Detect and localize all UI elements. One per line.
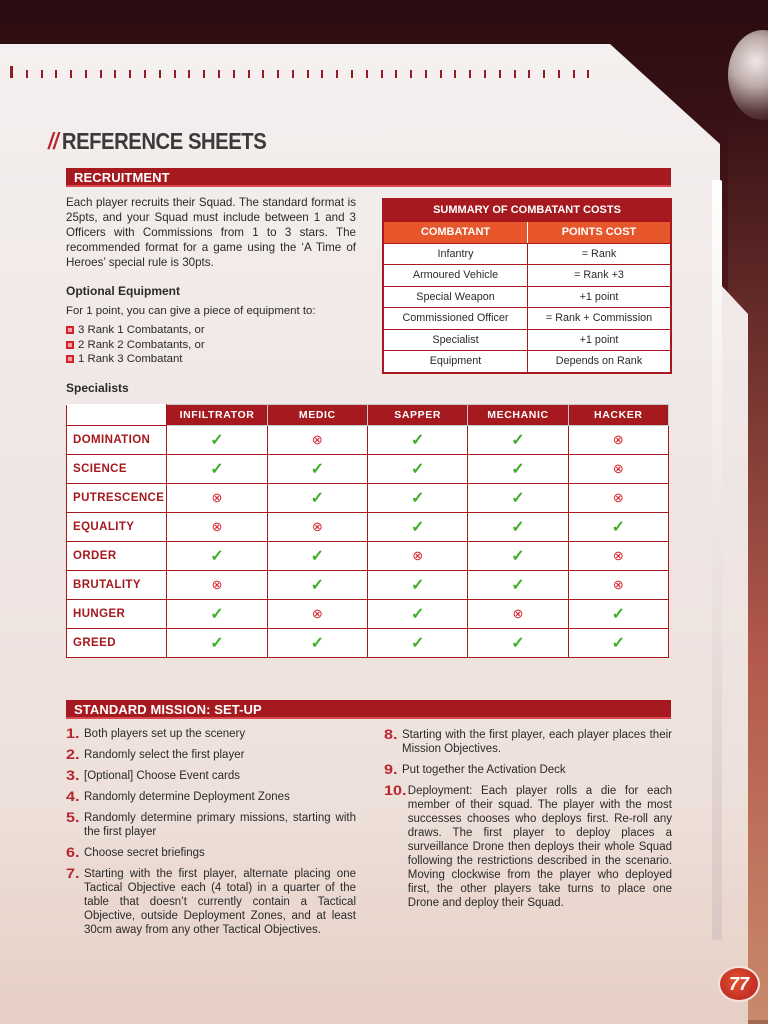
- table-cell: = Rank: [581, 247, 617, 260]
- step-text: Starting with the first player, each player places their Mission Objectives.: [402, 729, 672, 755]
- tick-mark: [558, 70, 560, 78]
- table-row: [67, 542, 669, 571]
- table-cell: Equipment: [384, 351, 528, 372]
- check-icon: ✓: [468, 484, 568, 513]
- tick-mark: [499, 70, 501, 78]
- cross-circle-icon: ⊗: [267, 426, 367, 455]
- table-cell: Commissioned Officer: [384, 308, 528, 329]
- tick-mark: [55, 70, 57, 78]
- tick-mark: [292, 70, 294, 78]
- table-cell: Armoured Vehicle: [384, 265, 528, 286]
- column-header: MEDIC: [267, 405, 367, 426]
- background-planet: [728, 30, 768, 120]
- specialists-table: [66, 404, 669, 658]
- tick-mark: [159, 70, 161, 78]
- optional-equipment-heading: Optional Equipment: [66, 284, 180, 298]
- title-slash: //: [48, 128, 59, 154]
- mission-step: [66, 846, 356, 860]
- check-icon: ✓: [568, 513, 668, 542]
- table-row: [384, 264, 670, 286]
- step-text: Randomly determine primary missions, starting with the first player: [84, 812, 356, 838]
- title-text: REFERENCE SHEETS: [61, 128, 267, 154]
- step-number: 3.: [66, 768, 80, 783]
- optional-equipment-text: For 1 point, you can give a piece of equipment to:: [66, 305, 316, 317]
- page-title: [48, 128, 266, 155]
- step-text: Randomly determine Deployment Zones: [84, 791, 290, 803]
- list-item: 1 Rank 3 Combatant: [66, 352, 205, 367]
- cross-circle-icon: ⊗: [568, 426, 668, 455]
- mission-steps-right: [384, 728, 672, 917]
- tick-mark: [70, 70, 72, 78]
- check-icon: ✓: [267, 542, 367, 571]
- cross-circle-icon: ⊗: [267, 513, 367, 542]
- tick-mark: [10, 66, 13, 78]
- table-row: [67, 513, 669, 542]
- cross-circle-icon: ⊗: [167, 484, 267, 513]
- cross-circle-icon: ⊗: [167, 513, 267, 542]
- mission-step: [384, 728, 672, 756]
- check-icon: ✓: [468, 513, 568, 542]
- tick-mark: [174, 70, 176, 78]
- check-icon: ✓: [267, 455, 367, 484]
- step-text: Deployment: Each player rolls a die for each member of their squad. The player with the most successes chooses who deploys first. Re-roll any draws. The first player to deploy places a surveillance Drone then deploys their whole Squad following the restrictions described in the scenario. Moving clockwise from the player who deployed first, the other players take turns to place one Drone and deploy their Squad.: [407, 785, 672, 909]
- tick-mark: [425, 70, 427, 78]
- column-header: SAPPER: [367, 405, 467, 426]
- table-caption: SUMMARY OF COMBATANT COSTS: [384, 200, 670, 221]
- tick-mark: [307, 70, 309, 78]
- tick-mark: [262, 70, 264, 78]
- step-number: 7.: [66, 866, 80, 881]
- check-icon: ✓: [468, 455, 568, 484]
- step-number: 2.: [66, 747, 80, 762]
- mission-step: [66, 769, 356, 783]
- check-icon: ✓: [267, 629, 367, 658]
- optional-equipment-list: [66, 323, 205, 367]
- table-cell: +1 point: [579, 290, 619, 303]
- page-number-badge: 77: [718, 966, 760, 1002]
- table-cell: Special Weapon: [384, 287, 528, 308]
- check-icon: ✓: [267, 571, 367, 600]
- cross-circle-icon: ⊗: [568, 542, 668, 571]
- step-text: Starting with the first player, alternate placing one Tactical Objective each (4 total) in a quarter of the table that doesn’t currently contain a Tactical Objective, outside Deployment Zones, and at least 30cm away from any other Tactical Objectives.: [84, 868, 356, 936]
- faction-name: EQUALITY: [67, 513, 167, 542]
- tick-mark: [469, 70, 471, 78]
- column-header: INFILTRATOR: [167, 405, 267, 426]
- table-row: [384, 307, 670, 329]
- tick-mark: [381, 70, 383, 78]
- tick-mark: [336, 70, 338, 78]
- tick-mark: [233, 70, 235, 78]
- ruler-ticks: [10, 62, 590, 78]
- cross-circle-icon: ⊗: [468, 600, 568, 629]
- check-icon: ✓: [367, 629, 467, 658]
- faction-name: ORDER: [67, 542, 167, 571]
- faction-name: BRUTALITY: [67, 571, 167, 600]
- tick-mark: [144, 70, 146, 78]
- table-row: [67, 455, 669, 484]
- mission-step: [66, 727, 356, 741]
- check-icon: ✓: [468, 629, 568, 658]
- step-number: 1.: [66, 726, 80, 741]
- mission-heading: STANDARD MISSION: SET-UP: [66, 700, 671, 719]
- check-icon: ✓: [367, 571, 467, 600]
- cross-circle-icon: ⊗: [568, 571, 668, 600]
- tick-mark: [188, 70, 190, 78]
- tick-mark: [528, 70, 530, 78]
- table-cell: +1 point: [579, 333, 619, 346]
- page-frame-edge: [712, 180, 722, 940]
- mission-step: [66, 748, 356, 762]
- corner-cell: [67, 405, 167, 426]
- faction-name: SCIENCE: [67, 455, 167, 484]
- mission-step: [66, 867, 356, 937]
- tick-mark: [395, 70, 397, 78]
- check-icon: ✓: [167, 426, 267, 455]
- table-row: [384, 350, 670, 372]
- tick-mark: [114, 70, 116, 78]
- check-icon: ✓: [167, 542, 267, 571]
- tick-mark: [366, 70, 368, 78]
- faction-name: PUTRESCENCE: [67, 484, 167, 513]
- step-text: Both players set up the scenery: [84, 728, 246, 740]
- bullet-square-icon: [66, 326, 74, 334]
- table-row: [67, 426, 669, 455]
- table-row: [67, 600, 669, 629]
- column-header: HACKER: [568, 405, 668, 426]
- mission-step: [66, 790, 356, 804]
- table-row: [67, 484, 669, 513]
- table-cell: Specialist: [384, 330, 528, 351]
- tick-mark: [129, 70, 131, 78]
- tick-mark: [454, 70, 456, 78]
- step-number: 5.: [66, 810, 80, 825]
- tick-mark: [543, 70, 545, 78]
- step-text: Randomly select the first player: [84, 749, 245, 761]
- check-icon: ✓: [167, 455, 267, 484]
- step-number: 4.: [66, 789, 80, 804]
- step-text: Choose secret briefings: [84, 847, 205, 859]
- table-cell: Depends on Rank: [555, 355, 643, 367]
- check-icon: ✓: [367, 484, 467, 513]
- table-row: [67, 571, 669, 600]
- tick-mark: [484, 70, 486, 78]
- table-cell: Infantry: [384, 244, 528, 265]
- faction-name: GREED: [67, 629, 167, 658]
- check-icon: ✓: [367, 426, 467, 455]
- tick-mark: [41, 70, 43, 78]
- tick-mark: [410, 70, 412, 78]
- step-number: 10.: [384, 783, 407, 798]
- column-header: COMBATANT: [384, 222, 528, 243]
- specialists-heading: Specialists: [66, 381, 129, 395]
- table-row: [67, 629, 669, 658]
- recruitment-heading: RECRUITMENT: [66, 168, 671, 187]
- step-text: [Optional] Choose Event cards: [84, 770, 240, 782]
- step-number: 8.: [384, 727, 398, 742]
- cross-circle-icon: ⊗: [167, 571, 267, 600]
- tick-mark: [248, 70, 250, 78]
- table-cell: = Rank +3: [574, 269, 624, 281]
- check-icon: ✓: [468, 542, 568, 571]
- faction-name: DOMINATION: [67, 426, 167, 455]
- tick-mark: [85, 70, 87, 78]
- table-header-row: [67, 405, 669, 426]
- faction-name: HUNGER: [67, 600, 167, 629]
- cross-circle-icon: ⊗: [267, 600, 367, 629]
- check-icon: ✓: [568, 629, 668, 658]
- column-header: MECHANIC: [468, 405, 568, 426]
- tick-mark: [321, 70, 323, 78]
- mission-step: [66, 811, 356, 839]
- check-icon: ✓: [468, 426, 568, 455]
- step-text: Put together the Activation Deck: [402, 764, 566, 776]
- list-item: 3 Rank 1 Combatants, or: [66, 323, 205, 338]
- tick-mark: [514, 70, 516, 78]
- table-row: [384, 286, 670, 308]
- check-icon: ✓: [367, 600, 467, 629]
- tick-mark: [203, 70, 205, 78]
- mission-steps-left: [66, 727, 356, 944]
- step-number: 6.: [66, 845, 80, 860]
- check-icon: ✓: [568, 600, 668, 629]
- mission-step: [384, 784, 672, 910]
- tick-mark: [587, 70, 589, 78]
- cross-circle-icon: ⊗: [367, 542, 467, 571]
- column-header: POINTS COST: [528, 222, 670, 243]
- check-icon: ✓: [367, 455, 467, 484]
- tick-mark: [218, 70, 220, 78]
- table-cell: = Rank + Commission: [545, 312, 653, 324]
- check-icon: ✓: [167, 629, 267, 658]
- table-row: [384, 243, 670, 265]
- table-row: [384, 329, 670, 351]
- tick-mark: [573, 70, 575, 78]
- tick-mark: [100, 70, 102, 78]
- cross-circle-icon: ⊗: [568, 455, 668, 484]
- mission-step: [384, 763, 672, 777]
- check-icon: ✓: [267, 484, 367, 513]
- bullet-square-icon: [66, 355, 74, 363]
- check-icon: ✓: [367, 513, 467, 542]
- step-number: 9.: [384, 762, 398, 777]
- list-item: 2 Rank 2 Combatants, or: [66, 338, 205, 353]
- tick-mark: [351, 70, 353, 78]
- cross-circle-icon: ⊗: [568, 484, 668, 513]
- check-icon: ✓: [167, 600, 267, 629]
- tick-mark: [26, 70, 28, 78]
- recruitment-intro: Each player recruits their Squad. The standard format is 25pts, and your Squad must include between 1 and 3 Officers with Commissions from 1 to 3 stars. The recommended format for a game using the ‘A Time of Heroes’ special rule is 30pts.: [66, 196, 356, 269]
- tick-mark: [277, 70, 279, 78]
- bullet-square-icon: [66, 341, 74, 349]
- check-icon: ✓: [468, 571, 568, 600]
- combatant-costs-table: [382, 198, 672, 374]
- table-header-row: [384, 221, 670, 243]
- tick-mark: [440, 70, 442, 78]
